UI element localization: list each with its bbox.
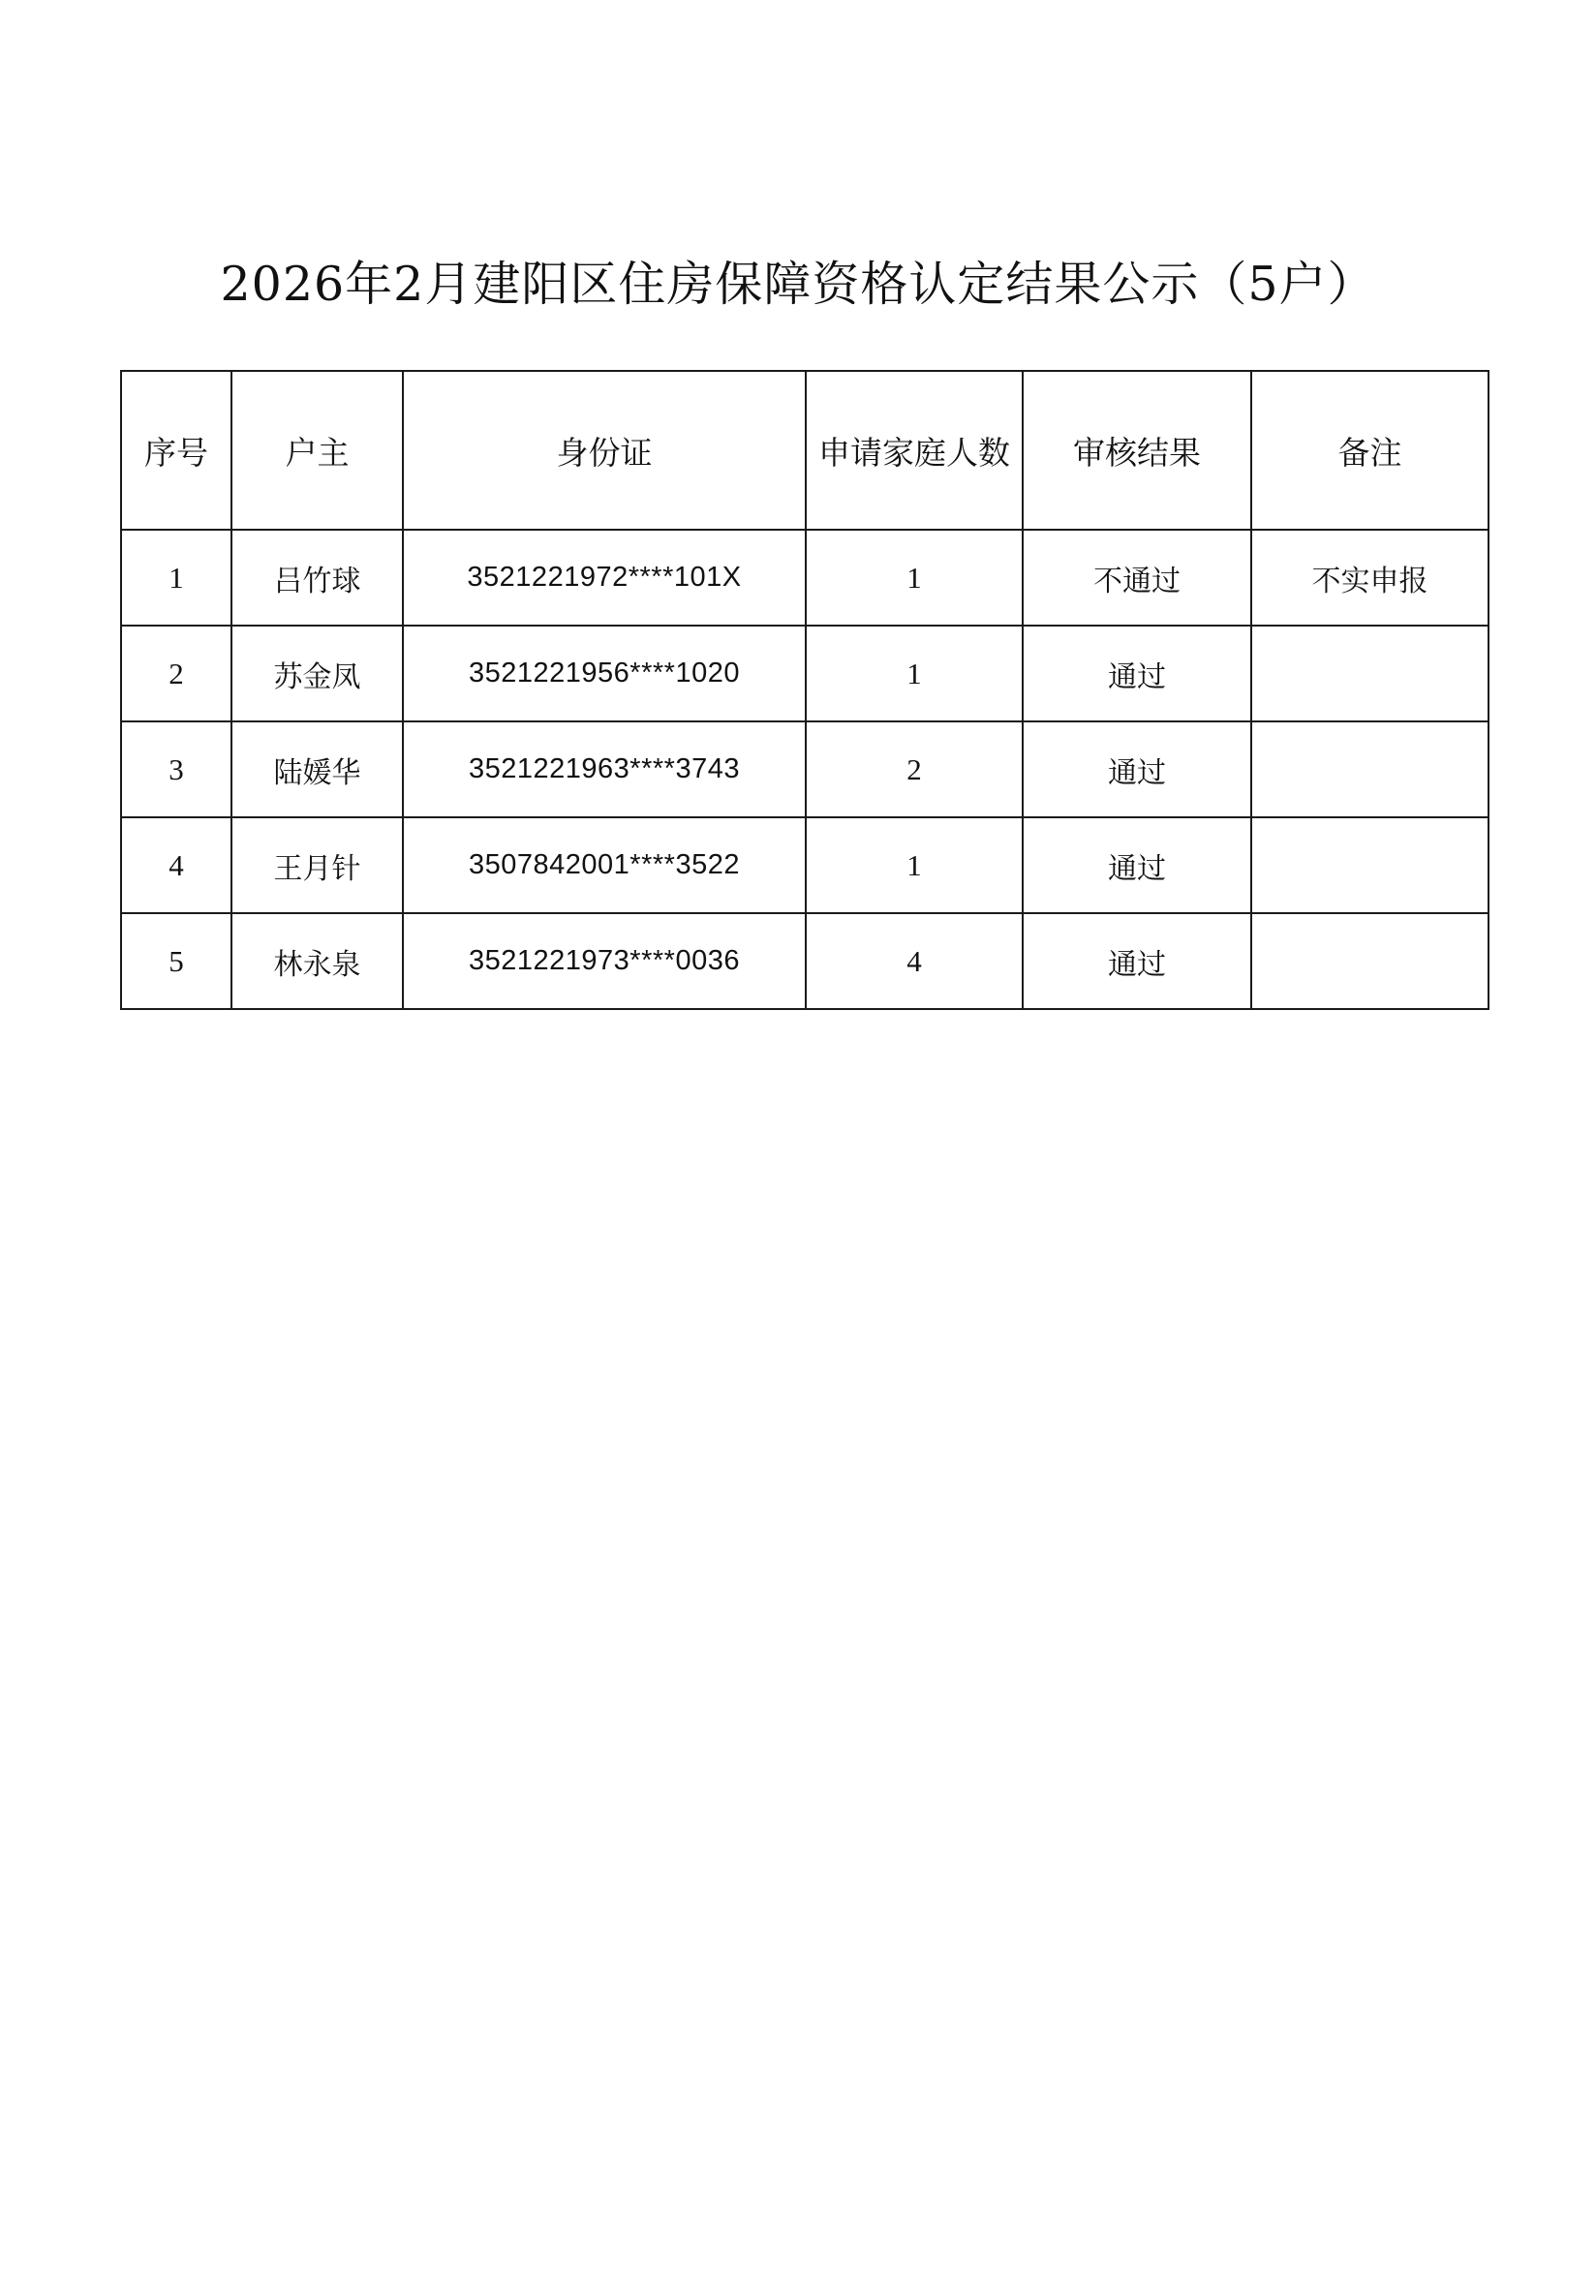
cell-count: 1 xyxy=(806,530,1023,626)
cell-note xyxy=(1251,626,1489,721)
cell-id: 3521221963****3743 xyxy=(403,721,806,817)
cell-name: 林永泉 xyxy=(231,913,403,1009)
cell-note xyxy=(1251,721,1489,817)
cell-no: 4 xyxy=(121,817,231,913)
cell-result: 通过 xyxy=(1023,817,1251,913)
cell-count: 1 xyxy=(806,817,1023,913)
cell-note xyxy=(1251,817,1489,913)
cell-no: 5 xyxy=(121,913,231,1009)
cell-result: 通过 xyxy=(1023,913,1251,1009)
cell-id: 3521221973****0036 xyxy=(403,913,806,1009)
cell-note xyxy=(1251,913,1489,1009)
cell-result: 不通过 xyxy=(1023,530,1251,626)
table-row xyxy=(121,530,1489,626)
header-name: 户主 xyxy=(231,371,403,530)
cell-result: 通过 xyxy=(1023,721,1251,817)
cell-no: 3 xyxy=(121,721,231,817)
table-row xyxy=(121,817,1489,913)
cell-name: 苏金凤 xyxy=(231,626,403,721)
cell-count: 1 xyxy=(806,626,1023,721)
header-id: 身份证 xyxy=(403,371,806,530)
cell-id: 3521221972****101X xyxy=(403,530,806,626)
table-row xyxy=(121,913,1489,1009)
page-title: 2026年2月建阳区住房保障资格认定结果公示（5户） xyxy=(220,257,1376,312)
result-table xyxy=(120,370,1489,1010)
table-row xyxy=(121,626,1489,721)
header-no: 序号 xyxy=(121,371,231,530)
cell-id: 3521221956****1020 xyxy=(403,626,806,721)
cell-count: 2 xyxy=(806,721,1023,817)
cell-no: 1 xyxy=(121,530,231,626)
cell-id: 3507842001****3522 xyxy=(403,817,806,913)
cell-no: 2 xyxy=(121,626,231,721)
table-row xyxy=(121,721,1489,817)
cell-name: 王月针 xyxy=(231,817,403,913)
cell-note: 不实申报 xyxy=(1251,530,1489,626)
header-count: 申请家庭人数 xyxy=(806,371,1023,530)
cell-name: 吕竹球 xyxy=(231,530,403,626)
header-note: 备注 xyxy=(1251,371,1489,530)
cell-result: 通过 xyxy=(1023,626,1251,721)
cell-name: 陆媛华 xyxy=(231,721,403,817)
table-header-row xyxy=(121,371,1489,530)
header-result: 审核结果 xyxy=(1023,371,1251,530)
cell-count: 4 xyxy=(806,913,1023,1009)
